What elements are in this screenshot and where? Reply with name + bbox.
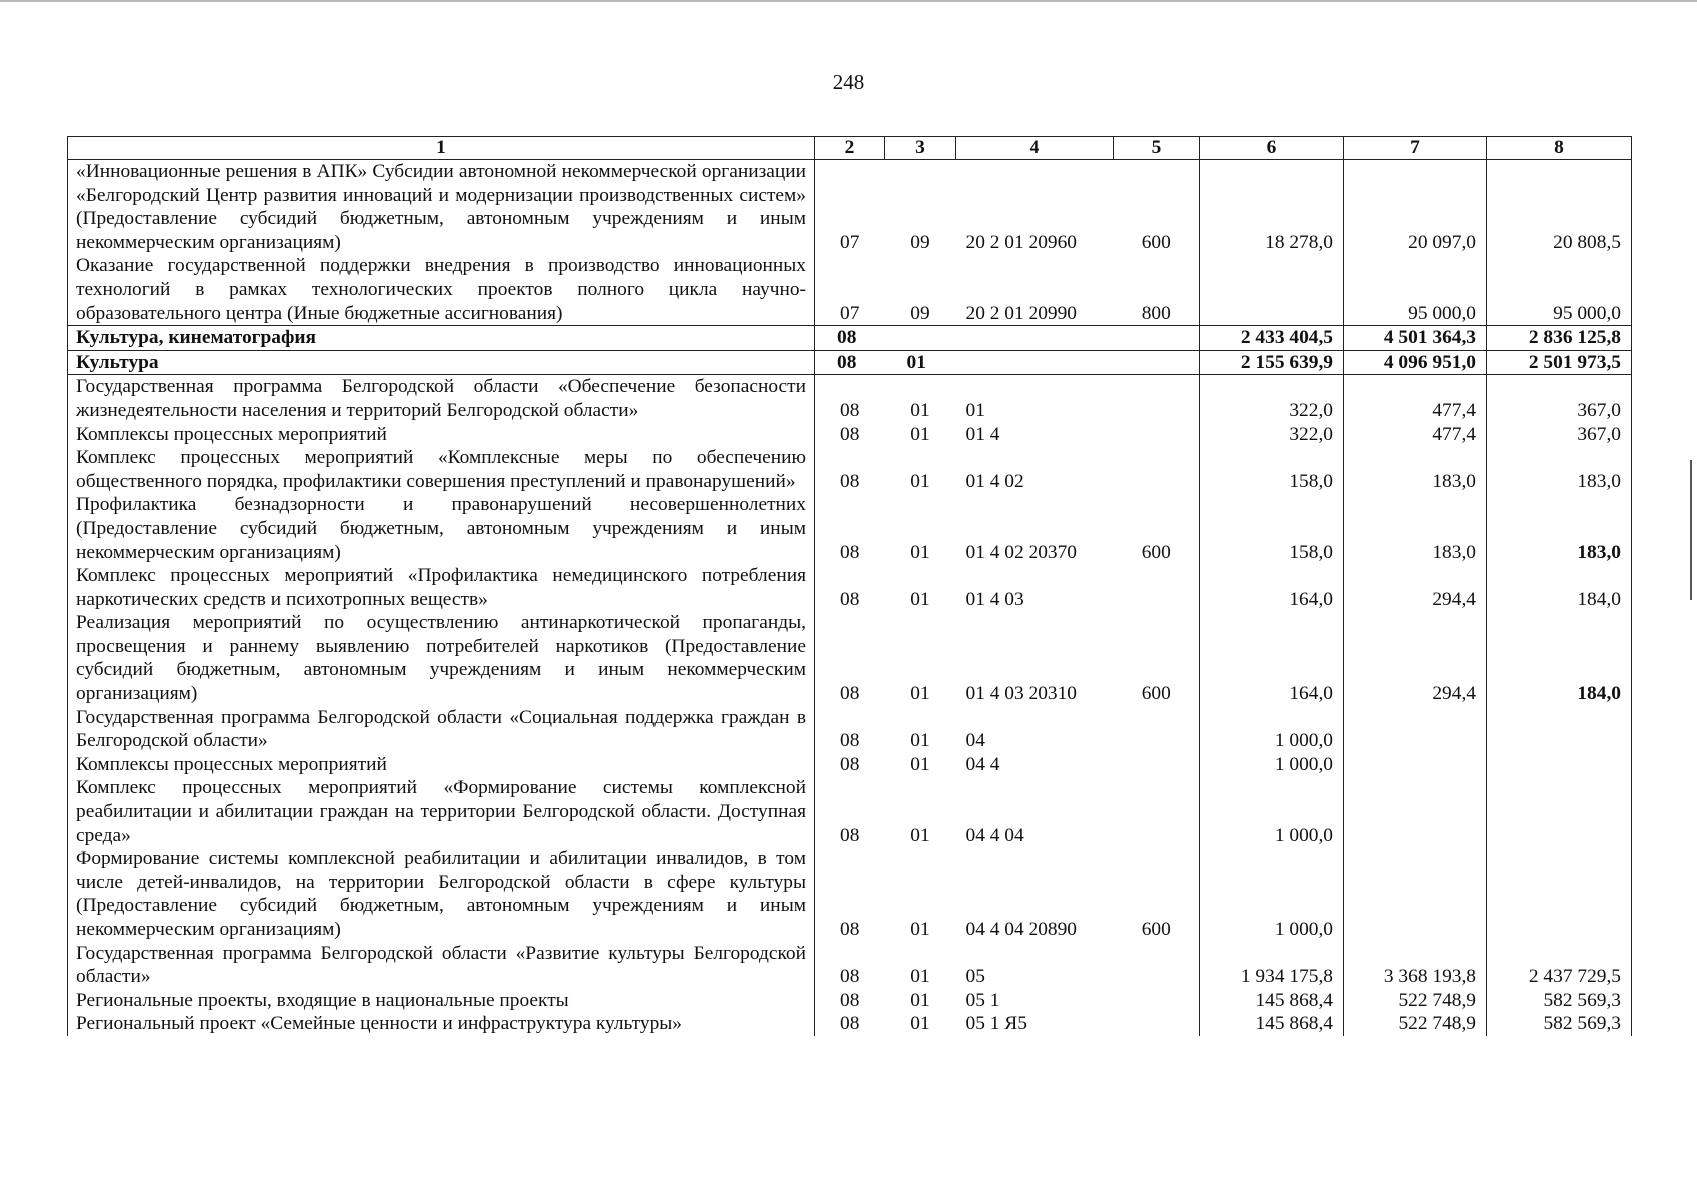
row-amount-year2: 477,4 [1344, 375, 1487, 423]
row-amount-year1: 18 278,0 [1200, 160, 1344, 255]
row-amount-year2: 3 368 193,8 [1344, 942, 1487, 989]
row-amount-year3 [1487, 847, 1632, 941]
header-col-4: 4 [956, 137, 1114, 160]
row-expense-type [1114, 564, 1200, 611]
row-target-article: 01 4 02 [965, 470, 1024, 492]
row-amount-year1: 1 000,0 [1200, 847, 1344, 941]
row-amount-year2: 477,4 [1344, 423, 1487, 447]
header-row [68, 137, 1632, 160]
row-name: Региональные проекты, входящие в национальные проекты [68, 989, 815, 1013]
row-amount-year1: 145 868,4 [1200, 1012, 1344, 1036]
row-section-code: 08 [815, 375, 885, 423]
table-row [68, 989, 1632, 1013]
header-col-7: 7 [1344, 137, 1487, 160]
row-amount-year3: 367,0 [1487, 375, 1632, 423]
row-amount-year3: 183,0 [1487, 446, 1632, 493]
table-header [68, 137, 1632, 160]
row-amount-year2: 4 096 951,0 [1344, 350, 1487, 375]
row-amount-year1: 2 433 404,5 [1200, 326, 1344, 351]
table-row [68, 706, 1632, 753]
row-name: Оказание государственной поддержки внедрения в производство инновационных технологий в рамках технологических проектов полного цикла научно-образовательного центра (Иные бюджетные ассигнования) [68, 254, 815, 325]
row-amount-year3: 20 808,5 [1487, 160, 1632, 255]
row-amount-year1: 158,0 [1200, 493, 1344, 564]
row-subsection-code: 01 [885, 350, 956, 375]
header-col-1: 1 [68, 137, 815, 160]
row-target-article: 05 [965, 966, 985, 988]
row-subsection-code: 01 [910, 989, 930, 1011]
row-section-code: 08 [815, 776, 885, 847]
row-name: Профилактика безнадзорности и правонарушений несовершеннолетних (Предоставление субсидий бюджетным, автономным учреждениям и иным некоммерческим организациям) [68, 493, 815, 564]
row-target-article: 05 1 [965, 989, 1000, 1011]
row-amount-year1: 2 155 639,9 [1200, 350, 1344, 375]
header-col-8: 8 [1487, 137, 1632, 160]
row-amount-year2 [1344, 706, 1487, 753]
row-amount-year2: 4 501 364,3 [1344, 326, 1487, 351]
table-row [68, 1012, 1632, 1036]
row-subsection-code: 01 [910, 541, 930, 563]
row-amount-year3: 95 000,0 [1487, 254, 1632, 325]
row-amount-year3: 2 437 729,5 [1487, 942, 1632, 989]
row-expense-type [1114, 1012, 1200, 1036]
row-expense-type [1114, 989, 1200, 1013]
row-section-code: 08 [815, 1012, 885, 1036]
row-amount-year3: 183,0 [1487, 493, 1632, 564]
row-expense-type [1114, 446, 1200, 493]
row-name: Реализация мероприятий по осуществлению антинаркотической пропаганды, просвещения и раннему выявлению потребителей наркотиков (Предоставление субсидий бюджетным, автономным учреждениям и иным некоммерческим организациям) [68, 611, 815, 705]
row-name: Культура [68, 350, 815, 375]
row-amount-year3: 184,0 [1487, 611, 1632, 705]
row-amount-year1: 1 000,0 [1200, 776, 1344, 847]
row-subsection-code: 01 [910, 824, 930, 846]
row-amount-year2: 294,4 [1344, 564, 1487, 611]
row-amount-year2: 20 097,0 [1344, 160, 1487, 255]
row-amount-year3: 367,0 [1487, 423, 1632, 447]
table-row [68, 254, 1632, 325]
row-expense-type [1114, 326, 1200, 351]
row-section-code: 08 [815, 493, 885, 564]
row-subsection-code [885, 326, 956, 351]
row-expense-type [1114, 753, 1200, 777]
row-section-code: 07 [815, 160, 885, 255]
row-subsection-code: 01 [910, 919, 930, 940]
row-name: «Инновационные решения в АПК» Субсидии автономной некоммерческой организации «Белгородский Центр развития инноваций и модернизации производственных систем» (Предоставление субсидий бюджетным, автономным учреждениям и иным некоммерческим организациям) [68, 160, 815, 255]
table-row [68, 375, 1632, 423]
row-expense-type [1114, 776, 1200, 847]
row-name: Государственная программа Белгородской области «Социальная поддержка граждан в Белгородской области» [68, 706, 815, 753]
row-section-code: 08 [815, 446, 885, 493]
row-section-code: 08 [815, 942, 885, 989]
table-row [68, 611, 1632, 705]
row-amount-year1: 164,0 [1200, 564, 1344, 611]
row-amount-year2: 522 748,9 [1344, 1012, 1487, 1036]
header-col-5: 5 [1114, 137, 1200, 160]
row-target-article: 01 4 [965, 423, 1000, 445]
table-row [68, 564, 1632, 611]
row-name: Формирование системы комплексной реабилитации и абилитации инвалидов, в том числе детей-инвалидов, на территории Белгородской области в сфере культуры (Предоставление субсидий бюджетным, автономным учреждениям и иным некоммерческим организациям) [68, 847, 815, 941]
row-name: Региональный проект «Семейные ценности и инфраструктура культуры» [68, 1012, 815, 1036]
row-subsection-code: 01 [910, 470, 930, 492]
row-amount-year3: 184,0 [1487, 564, 1632, 611]
table-row [68, 160, 1632, 255]
row-amount-year2: 183,0 [1344, 493, 1487, 564]
row-amount-year1: 1 000,0 [1200, 706, 1344, 753]
budget-table [67, 136, 1632, 1036]
row-name: Комплекс процессных мероприятий «Профилактика немедицинского потребления наркотических средств и психотропных веществ» [68, 564, 815, 611]
row-amount-year2 [1344, 753, 1487, 777]
section-row [68, 350, 1632, 375]
row-expense-type: 600 [1141, 919, 1171, 940]
row-expense-type: 600 [1141, 683, 1171, 705]
row-name: Комплексы процессных мероприятий [68, 753, 815, 777]
row-expense-type [1114, 706, 1200, 753]
page-number: 248 [832, 70, 865, 94]
row-expense-type: 600 [1141, 541, 1171, 563]
row-amount-year2 [1344, 776, 1487, 847]
row-expense-type [1114, 350, 1200, 375]
row-amount-year1: 158,0 [1200, 446, 1344, 493]
row-subsection-code: 01 [910, 730, 930, 752]
row-subsection-code: 01 [910, 683, 930, 705]
row-amount-year3: 2 836 125,8 [1487, 326, 1632, 351]
row-section-code: 08 [815, 350, 885, 375]
section-row [68, 326, 1632, 351]
scan-margin-mark [1690, 460, 1692, 600]
table-row [68, 753, 1632, 777]
row-target-article: 20 2 01 20960 [965, 231, 1077, 253]
row-target-article [956, 326, 1114, 351]
row-amount-year2: 95 000,0 [1344, 254, 1487, 325]
row-subsection-code: 09 [910, 302, 930, 324]
table-body [68, 160, 1632, 1036]
row-amount-year3 [1487, 776, 1632, 847]
row-section-code: 08 [815, 847, 885, 941]
row-amount-year1 [1200, 254, 1344, 325]
row-subsection-code: 01 [910, 1013, 930, 1035]
row-name: Государственная программа Белгородской области «Развитие культуры Белгородской области» [68, 942, 815, 989]
row-target-article: 04 4 04 20890 [965, 919, 1077, 940]
row-subsection-code: 01 [910, 588, 930, 610]
row-name: Комплекс процессных мероприятий «Формирование системы комплексной реабилитации и абилитации граждан на территории Белгородской области. Доступная среда» [68, 776, 815, 847]
row-amount-year1: 145 868,4 [1200, 989, 1344, 1013]
row-expense-type [1114, 942, 1200, 989]
row-amount-year1: 1 000,0 [1200, 753, 1344, 777]
row-amount-year1: 322,0 [1200, 423, 1344, 447]
row-expense-type [1114, 423, 1200, 447]
row-amount-year3: 2 501 973,5 [1487, 350, 1632, 375]
row-amount-year3 [1487, 753, 1632, 777]
row-amount-year3: 582 569,3 [1487, 989, 1632, 1013]
row-subsection-code: 09 [910, 231, 930, 253]
header-col-2: 2 [815, 137, 885, 160]
row-name: Комплекс процессных мероприятий «Комплексные меры по обеспечению общественного порядка, профилактики совершения преступлений и правонарушений» [68, 446, 815, 493]
row-expense-type: 600 [1141, 231, 1171, 253]
row-subsection-code: 01 [910, 966, 930, 988]
row-subsection-code: 01 [910, 399, 930, 421]
row-target-article: 01 4 03 [965, 588, 1024, 610]
row-subsection-code: 01 [910, 753, 930, 775]
row-target-article: 01 [965, 399, 985, 421]
row-amount-year2: 522 748,9 [1344, 989, 1487, 1013]
row-amount-year2: 183,0 [1344, 446, 1487, 493]
row-target-article: 04 [965, 730, 985, 752]
header-col-3: 3 [885, 137, 956, 160]
row-name: Культура, кинематография [68, 326, 815, 351]
row-amount-year3: 582 569,3 [1487, 1012, 1632, 1036]
row-name: Государственная программа Белгородской области «Обеспечение безопасности жизнедеятельности населения и территорий Белгородской области» [68, 375, 815, 423]
row-section-code: 08 [815, 611, 885, 705]
row-target-article: 01 4 03 20310 [965, 683, 1077, 705]
row-amount-year2 [1344, 847, 1487, 941]
row-target-article: 04 4 [965, 753, 1000, 775]
row-expense-type [1114, 375, 1200, 423]
row-section-code: 08 [815, 423, 885, 447]
row-name: Комплексы процессных мероприятий [68, 423, 815, 447]
row-amount-year1: 322,0 [1200, 375, 1344, 423]
row-section-code: 08 [815, 564, 885, 611]
row-amount-year3 [1487, 706, 1632, 753]
row-section-code: 08 [815, 989, 885, 1013]
row-section-code: 07 [815, 254, 885, 325]
row-section-code: 08 [815, 326, 885, 351]
table-row [68, 847, 1632, 941]
row-section-code: 08 [815, 753, 885, 777]
row-target-article: 04 4 04 [965, 824, 1024, 846]
table-row [68, 446, 1632, 493]
header-col-6: 6 [1200, 137, 1344, 160]
row-amount-year1: 1 934 175,8 [1200, 942, 1344, 989]
table-row [68, 776, 1632, 847]
row-section-code: 08 [815, 706, 885, 753]
row-target-article: 20 2 01 20990 [965, 302, 1077, 324]
row-amount-year1: 164,0 [1200, 611, 1344, 705]
row-subsection-code: 01 [910, 423, 930, 445]
table-row [68, 423, 1632, 447]
row-target-article: 05 1 Я5 [965, 1013, 1027, 1035]
row-target-article: 01 4 02 20370 [965, 541, 1077, 563]
row-amount-year2: 294,4 [1344, 611, 1487, 705]
row-target-article [956, 350, 1114, 375]
top-scan-edge [0, 0, 1697, 2]
table-row [68, 942, 1632, 989]
row-expense-type: 800 [1141, 302, 1171, 324]
table-row [68, 493, 1632, 564]
